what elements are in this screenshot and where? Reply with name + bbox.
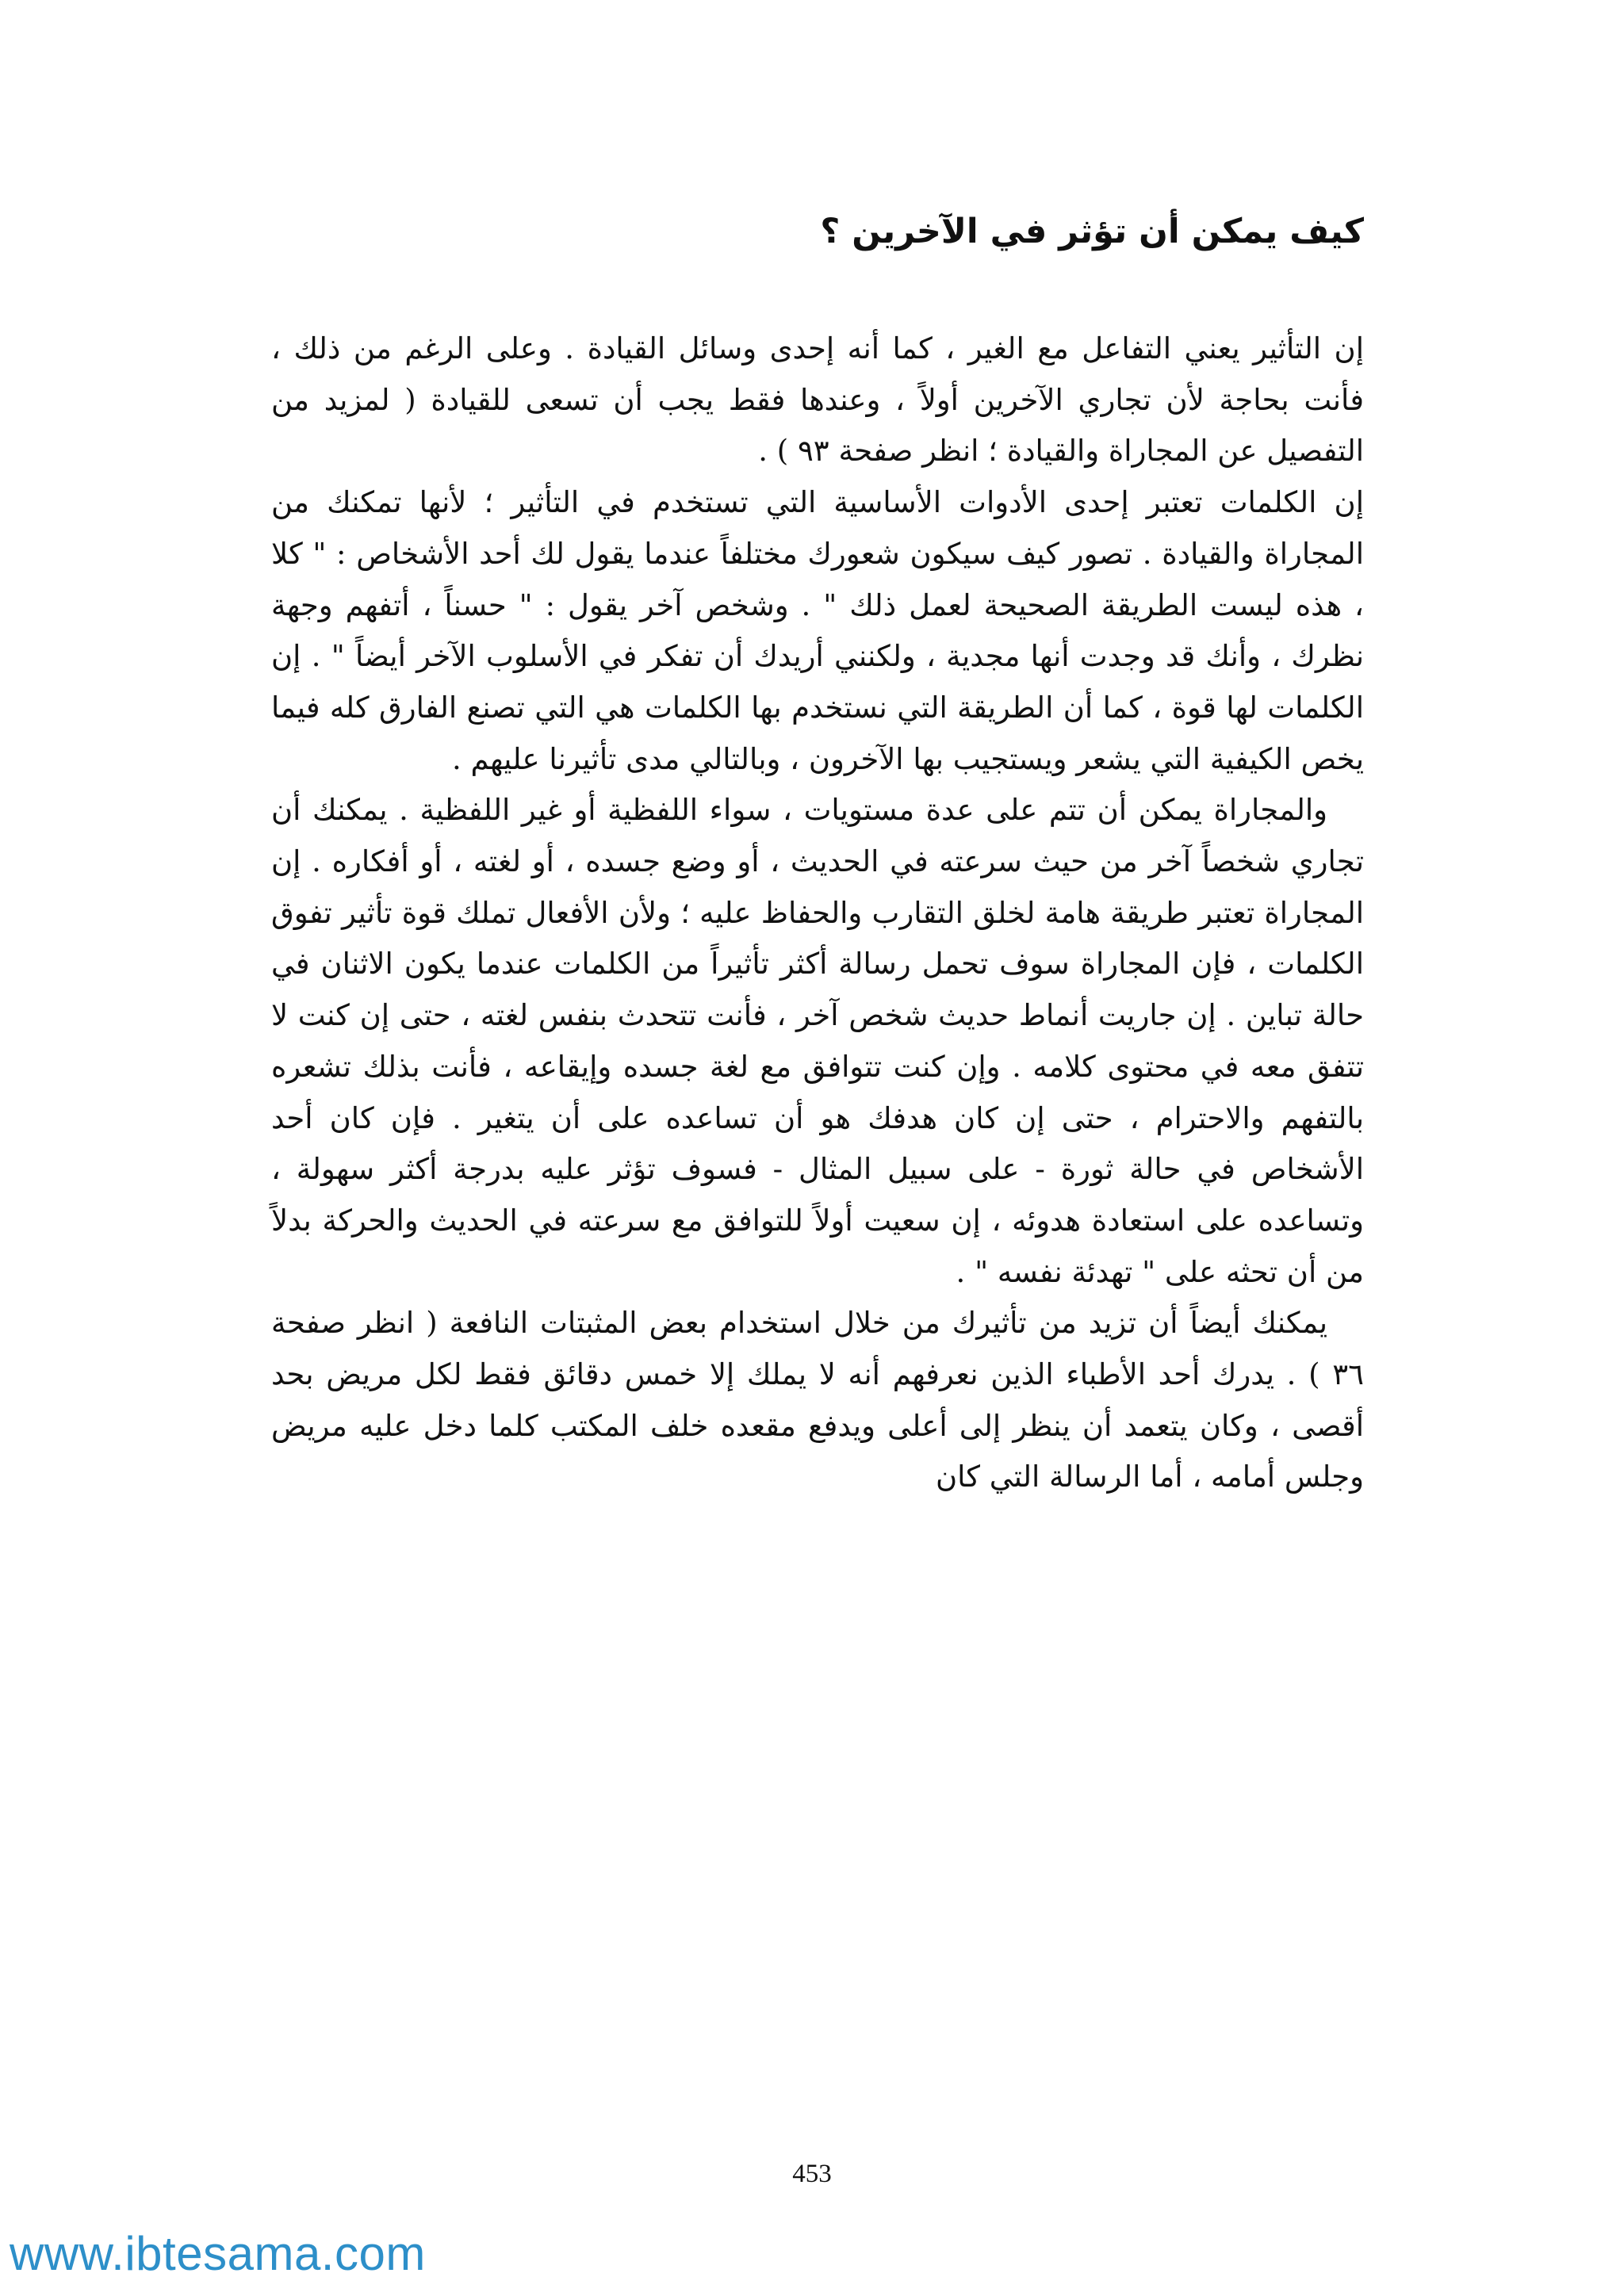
paragraph-influence-definition: إن التأثير يعني التفاعل مع الغير ، كما أنه إحدى وسائل القيادة . وعلى الرغم من ذلك ، فأنت بحاجة لأن تجاري الآخرين أولاً ، وعندها فقط يجب أن تسعى للقيادة ( لمزيد من التفصيل عن المجاراة والقيادة ؛ انظر صفحة ٩٣ ) . [271, 331, 1364, 469]
site-watermark: www.ibtesama.com [10, 2227, 426, 2280]
paragraph-matching-levels: والمجاراة يمكن أن تتم على عدة مستويات ، سواء اللفظية أو غير اللفظية . يمكنك أن تجاري شخصاً آخر من حيث سرعته في الحديث ، أو وضع جسده ، أو لغته ، أو أفكاره . إن المجاراة تعتبر طريقة هامة لخلق التقارب والحفاظ عليه ؛ ولأن الأفعال تملك قوة تأثير تفوق الكلمات ، فإن المجاراة سوف تحمل رسالة أكثر تأثيراً من الكلمات عندما يكون الاثنان في حالة تباين . إن جاريت أنماط حديث شخص آخر ، فأنت تتحدث بنفس لغته ، حتى إن كنت لا تتفق معه في محتوى كلامه . وإن كنت تتوافق مع لغة جسده وإيقاعه ، فأنت بذلك تشعره بالتفهم والاحترام ، حتى إن كان هدفك هو أن تساعده على أن يتغير . فإن كان أحد الأشخاص في حالة ثورة - على سبيل المثال - فسوف تؤثر عليه بدرجة أكثر سهولة ، وتساعده على استعادة هدوئه ، إن سعيت أولاً للتوافق مع سرعته في الحديث والحركة بدلاً من أن تحثه على " تهدئة نفسه " . [271, 793, 1364, 1289]
paragraph-words-as-tools: إن الكلمات تعتبر إحدى الأدوات الأساسية التي تستخدم في التأثير ؛ لأنها تمكنك من المجاراة والقيادة . تصور كيف سيكون شعورك مختلفاً عندما يقول لك أحد الأشخاص : " كلا ، هذه ليست الطريقة الصحيحة لعمل ذلك " . وشخص آخر يقول : " حسناً ، أتفهم وجهة نظرك ، وأنك قد وجدت أنها مجدية ، ولكنني أريدك أن تفكر في الأسلوب الآخر أيضاً " . إن الكلمات لها قوة ، كما أن الطريقة التي نستخدم بها الكلمات هي التي تصنع الفارق كله فيما يخص الكيفية التي يشعر ويستجيب بها الآخرون ، وبالتالي مدى تأثيرنا عليهم . [271, 485, 1364, 776]
paragraph-anchors: يمكنك أيضاً أن تزيد من تأثيرك من خلال استخدام بعض المثبتات النافعة ( انظر صفحة ٣٦ ) . يدرك أحد الأطباء الذين نعرفهم أنه لا يملك إلا خمس دقائق فقط لكل مريض بحد أقصى ، وكان يتعمد أن ينظر إلى أعلى ويدفع مقعده خلف المكتب كلما دخل عليه مريض وجلس أمامه ، أما الرسالة التي كان [271, 1306, 1364, 1494]
body-text [271, 323, 1364, 1503]
page-number: 453 [792, 2160, 832, 2188]
page-title: كيف يمكن أن تؤثر في الآخرين ؟ [820, 212, 1364, 251]
